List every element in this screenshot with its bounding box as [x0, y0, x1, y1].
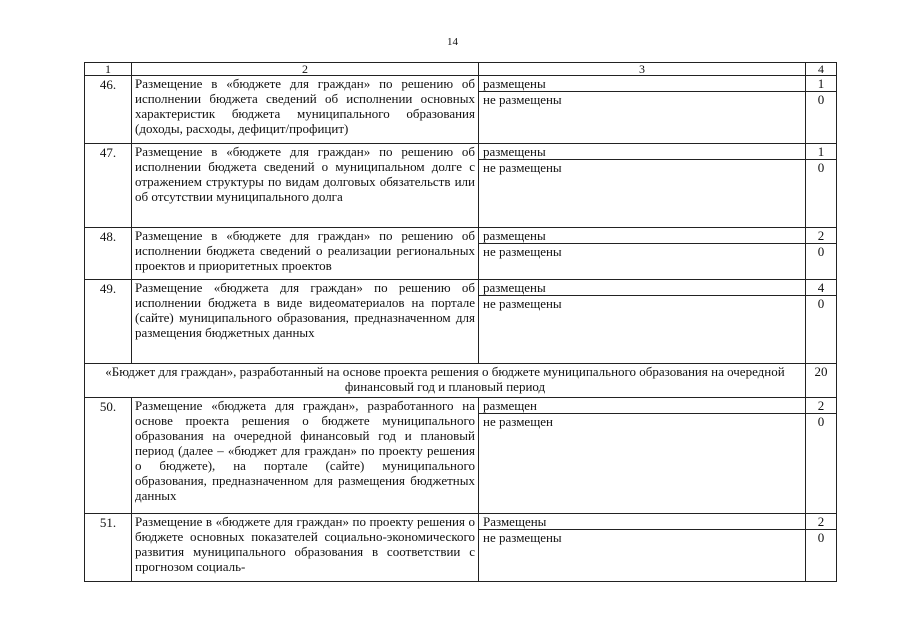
column-header: 1: [85, 63, 132, 76]
table-row: [85, 228, 837, 280]
row-scores: [806, 144, 837, 228]
row-description: Размещение в «бюджете для граждан» по решению об исполнении бюджета сведений о реализации региональных проектов и приоритетных проектов: [132, 228, 479, 280]
row-options: [479, 144, 806, 228]
row-options: [479, 228, 806, 280]
row-scores: [806, 514, 837, 582]
row-number: 47.: [85, 144, 132, 228]
row-options: [479, 398, 806, 514]
row-number: 46.: [85, 76, 132, 144]
option-label: не размещены: [483, 296, 562, 311]
score-value: 0: [817, 160, 825, 175]
option-label: размещены: [479, 76, 805, 92]
table-row: [85, 76, 837, 144]
row-scores: [806, 76, 837, 144]
row-description: Размещение в «бюджете для граждан» по решению об исполнении бюджета сведений о муниципальном долге с отражением структуры по видам долговых обязательств или об отсутствии муниципального долга: [132, 144, 479, 228]
row-description: Размещение «бюджета для граждан» по решению об исполнении бюджета в виде видеоматериалов на портале (сайте) муниципального образования, предназначенном для размещения бюджетных данных: [132, 280, 479, 364]
option-label: не размещены: [483, 244, 562, 259]
option-label: размещены: [479, 228, 805, 244]
option-label: не размещены: [483, 92, 562, 107]
criteria-table: [84, 62, 837, 582]
score-value: 0: [817, 244, 825, 259]
row-number: 49.: [85, 280, 132, 364]
score-value: 0: [817, 530, 825, 545]
score-value: 2: [806, 228, 836, 244]
section-score: 20: [806, 364, 837, 398]
row-options: [479, 76, 806, 144]
option-label: не размещены: [483, 530, 562, 545]
table-row: [85, 280, 837, 364]
row-scores: [806, 228, 837, 280]
option-label: размещены: [479, 144, 805, 160]
score-value: 0: [817, 92, 825, 107]
option-label: не размещен: [483, 414, 553, 429]
row-description: Размещение «бюджета для граждан», разработанного на основе проекта решения о бюджете муниципального образования на очередной финансовый год и плановый период (далее – «бюджет для граждан» по проекту решения о бюджете), на портале (сайте) муниципального образования, предназначенном для размещения бюджетных данных: [132, 398, 479, 514]
column-header: 2: [132, 63, 479, 76]
table-row: [85, 144, 837, 228]
score-value: 2: [806, 398, 836, 414]
row-scores: [806, 280, 837, 364]
option-label: не размещены: [483, 160, 562, 175]
row-description: Размещение в «бюджете для граждан» по решению об исполнении бюджета сведений об исполнении основных характеристик бюджета муниципального образования (доходы, расходы, дефицит/профицит): [132, 76, 479, 144]
row-number: 48.: [85, 228, 132, 280]
option-label: Размещены: [479, 514, 805, 530]
score-value: 1: [806, 144, 836, 160]
table-row: [85, 514, 837, 582]
row-number: 51.: [85, 514, 132, 582]
score-value: 0: [817, 296, 825, 311]
row-description: Размещение в «бюджете для граждан» по проекту решения о бюджете основных показателей социально-экономического развития муниципального образования в соответствии с прогнозом социаль-: [132, 514, 479, 582]
row-number: 50.: [85, 398, 132, 514]
score-value: 1: [806, 76, 836, 92]
table-header-row: [85, 63, 837, 76]
score-value: 2: [806, 514, 836, 530]
row-scores: [806, 398, 837, 514]
table-row: [85, 398, 837, 514]
section-title: «Бюджет для граждан», разработанный на основе проекта решения о бюджете муниципального образования на очередной финансовый год и плановый период: [85, 364, 806, 398]
page-number: 14: [447, 36, 458, 48]
column-header: 3: [479, 63, 806, 76]
column-header: 4: [806, 63, 837, 76]
score-value: 0: [817, 414, 825, 429]
row-options: [479, 280, 806, 364]
score-value: 4: [806, 280, 836, 296]
option-label: размещены: [479, 280, 805, 296]
option-label: размещен: [479, 398, 805, 414]
row-options: [479, 514, 806, 582]
section-header-row: [85, 364, 837, 398]
